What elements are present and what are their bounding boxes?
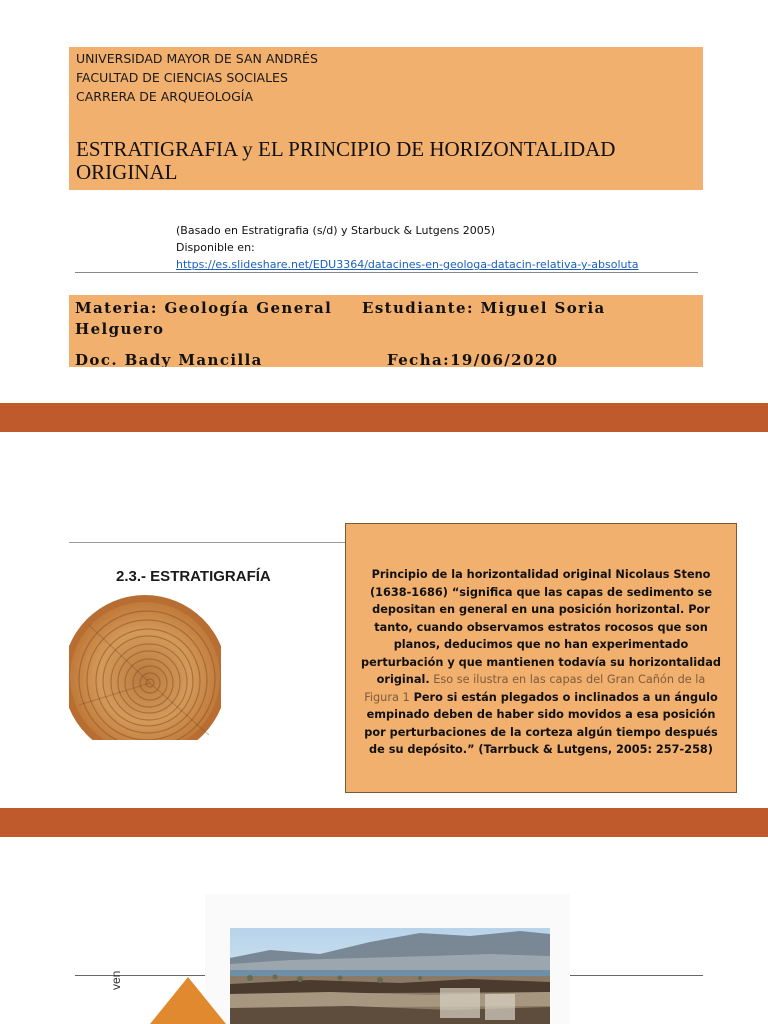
source-basis: (Basado en Estratigrafia (s/d) y Starbuck & Lutgens 2005) bbox=[176, 224, 495, 237]
orange-triangle-shape bbox=[148, 975, 228, 1024]
section-band-bottom bbox=[0, 808, 768, 837]
rotated-side-word: ven bbox=[109, 970, 123, 990]
section-heading: 2.3.- ESTRATIGRAFÍA bbox=[116, 568, 271, 585]
source-citation bbox=[176, 222, 696, 273]
student-label: Estudiante: Miguel Soria bbox=[362, 299, 606, 317]
quote-text-part1: Principio de la horizontalidad original Nicolaus Steno (1638-1686) “significa que las capas de sedimento se depositan en general en una posición horizontal. Por tanto, cuando observamos estratos rocosos que son planos, deducimos que no han experimentado perturbación y que mantienen todavía su horizontalidad original. bbox=[361, 568, 721, 686]
document-title bbox=[76, 138, 696, 184]
subject-label: Materia: Geología General bbox=[75, 299, 333, 317]
quote-text-part2: Pero si están plegados o inclinados a un ángulo empinado deben de haber sido movidos a esa posición por perturbaciones de la corteza algún tiempo después de su depósito.” (Tarrbuck & Lutgens, 2005: 257-258) bbox=[364, 690, 718, 756]
institution-line-faculty: FACULTAD DE CIENCIAS SOCIALES bbox=[76, 70, 288, 85]
quote-highlight: Eso se ilustra en las capas del Gran Cañón de la Figura 1 bbox=[364, 673, 706, 704]
title-line-2: ORIGINAL bbox=[76, 160, 178, 184]
section-band-top bbox=[0, 403, 768, 432]
institution-line-university: UNIVERSIDAD MAYOR DE SAN ANDRÉS bbox=[76, 51, 318, 66]
tree-rings-image bbox=[69, 585, 221, 740]
quote-box bbox=[345, 523, 737, 793]
source-link[interactable]: https://es.slideshare.net/EDU3364/datacines-en-geologa-datacin-relativa-y-absoluta bbox=[176, 258, 639, 271]
institution-line-career: CARRERA DE ARQUEOLOGÍA bbox=[76, 89, 253, 104]
bottom-right-line bbox=[570, 975, 703, 976]
source-available-label: Disponible en: bbox=[176, 241, 255, 254]
date-label: Fecha:19/06/2020 bbox=[387, 351, 559, 367]
divider-line bbox=[75, 272, 698, 273]
student-surname: Helguero bbox=[75, 320, 165, 338]
info-box bbox=[69, 295, 703, 367]
title-line-1: ESTRATIGRAFIA y EL PRINCIPIO DE HORIZONTALIDAD bbox=[76, 137, 616, 161]
slide-divider-line bbox=[69, 542, 346, 543]
teacher-label: Doc. Bady Mancilla bbox=[75, 351, 263, 367]
grand-canyon-photo bbox=[230, 928, 550, 1024]
